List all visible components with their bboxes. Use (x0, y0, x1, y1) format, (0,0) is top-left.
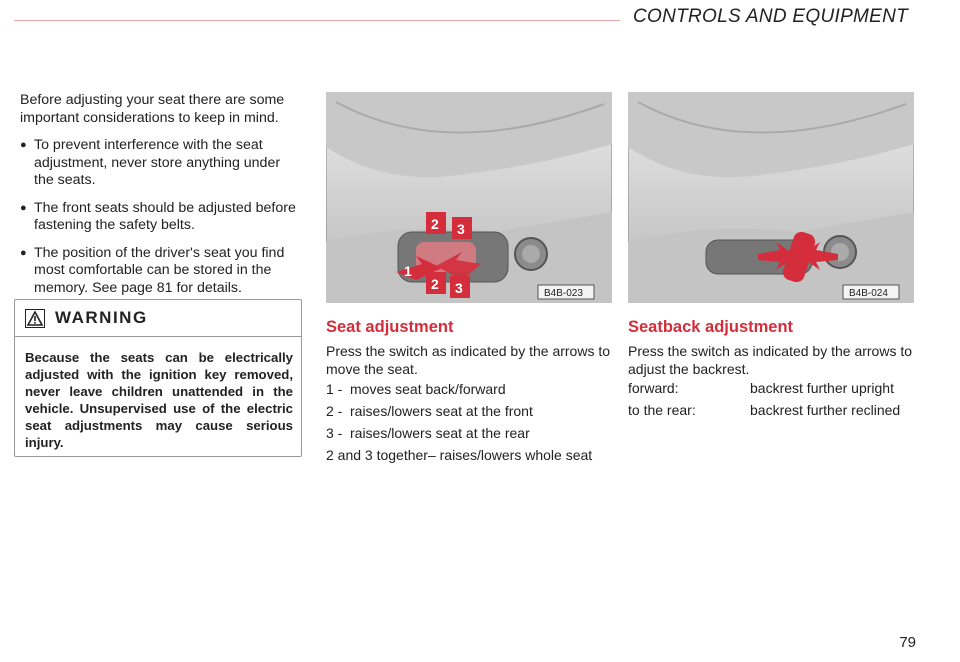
page-number: 79 (899, 634, 916, 651)
seat-adjustment-title: Seat adjustment (326, 318, 454, 336)
intro-column (20, 92, 302, 307)
seatback-adjustment-table (628, 377, 914, 421)
intro-bullet: ● The front seats should be adjusted before fastening the safety belts. (20, 199, 296, 233)
intro-lead: Before adjusting your seat there are some important considerations to keep in mind. (20, 92, 285, 126)
figure-label: 3 (457, 221, 465, 237)
figure-label: 1 (404, 263, 412, 279)
warning-text: Because the seats can be electrically adjusted with the ignition key removed, never leave children unattended in the vehicle. Unsupervised use of the electric seat adjustments may cause serious injury. (25, 350, 293, 450)
seat-adjustment-steps (326, 378, 612, 466)
bullet-icon: ● (20, 246, 27, 259)
figure-label: 2 (431, 216, 439, 232)
figure-code: B4B-023 (544, 288, 583, 299)
intro-bullet: ● To prevent interference with the seat adjustment, never store anything under the seats. (20, 137, 281, 188)
header-rule (14, 20, 620, 21)
seatback-adjustment-intro: Press the switch as indicated by the arrows to adjust the backrest. (628, 343, 913, 377)
figure-label: 3 (455, 280, 463, 296)
seatback-row: to the rear: backrest further reclined (628, 402, 901, 418)
warning-box (14, 299, 302, 457)
bullet-icon: ● (20, 201, 27, 214)
figure-label: 2 (431, 276, 439, 292)
seatback-switch-photo (628, 92, 914, 303)
warning-title: WARNING (55, 308, 148, 327)
warning-triangle-icon (25, 309, 45, 328)
seat-switch-photo (326, 92, 612, 303)
warning-header (15, 300, 301, 337)
section-title: CONTROLS AND EQUIPMENT (633, 6, 909, 27)
intro-bullet: ● The position of the driver's seat you find most comfortable can be stored in the memory. See page 81 for details. (20, 244, 285, 296)
figure-code: B4B-024 (849, 288, 888, 299)
step-row: 2 - raises/lowers seat at the front (326, 403, 533, 419)
seatback-adjustment-title: Seatback adjustment (628, 318, 794, 336)
step-combined: 2 and 3 together– raises/lowers whole seat (326, 447, 593, 463)
step-row: 1 - moves seat back/forward (326, 381, 506, 397)
bullet-icon: ● (20, 139, 27, 151)
seatback-row: forward: backrest further upright (628, 380, 894, 396)
step-row: 3 - raises/lowers seat at the rear (326, 425, 530, 441)
seat-adjustment-intro: Press the switch as indicated by the arrows to move the seat. (326, 343, 611, 377)
